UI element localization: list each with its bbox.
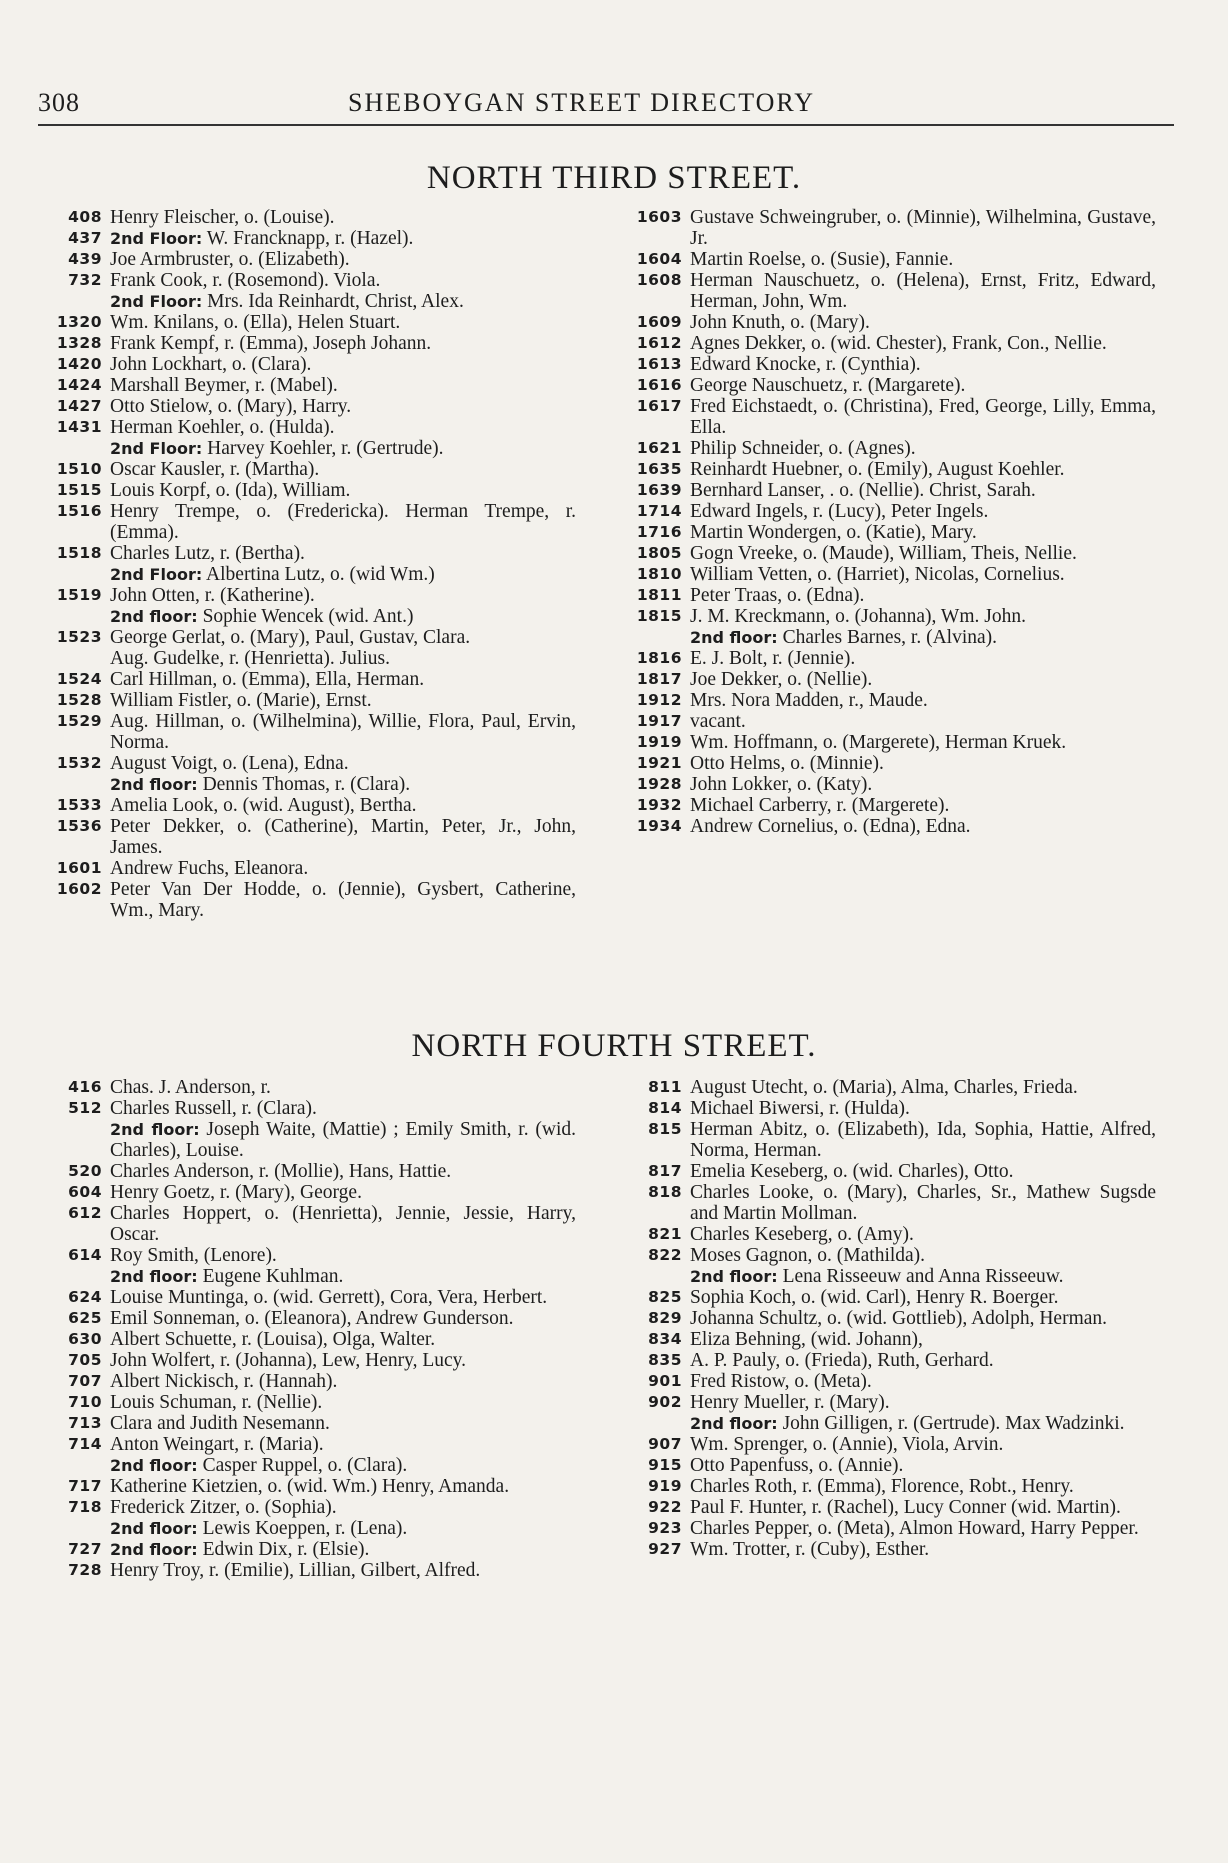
house-number: 630 — [68, 1330, 102, 1348]
house-number: 1613 — [636, 355, 682, 373]
page-header — [38, 88, 1174, 126]
house-number: 1932 — [636, 796, 682, 814]
resident-text: Martin Roelse, o. (Susie), Fannie. — [690, 249, 954, 270]
house-number: 1816 — [636, 649, 682, 667]
directory-entry — [42, 1287, 576, 1308]
resident-text: Otto Stielow, o. (Mary), Harry. — [110, 396, 352, 417]
directory-entry — [42, 1413, 576, 1434]
resident-text: Andrew Fuchs, Eleanora. — [110, 858, 309, 879]
directory-entry — [622, 1098, 1156, 1119]
directory-entry — [622, 1266, 1156, 1287]
directory-entry — [42, 1308, 576, 1329]
page-number: 308 — [38, 88, 80, 117]
directory-entry — [42, 1371, 576, 1392]
directory-entry — [622, 1434, 1156, 1455]
resident-text: Peter Dekker, o. (Catherine), Martin, Peter, Jr., John, James. — [110, 816, 576, 858]
directory-entry — [42, 1077, 576, 1098]
resident-text: Henry Fleischer, o. (Louise). — [110, 207, 335, 228]
resident-text: 2nd floor: Casper Ruppel, o. (Clara). — [110, 1455, 408, 1476]
resident-text: August Voigt, o. (Lena), Edna. — [110, 753, 349, 774]
resident-text: Andrew Cornelius, o. (Edna), Edna. — [690, 816, 971, 837]
house-number: 915 — [648, 1456, 682, 1474]
resident-text: 2nd floor: Sophie Wencek (wid. Ant.) — [110, 606, 414, 627]
directory-entry — [42, 1119, 576, 1161]
directory-entry — [42, 1455, 576, 1476]
house-number: 1617 — [636, 397, 682, 415]
resident-text: Philip Schneider, o. (Agnes). — [690, 438, 916, 459]
resident-text: Reinhardt Huebner, o. (Emily), August Koehler. — [690, 459, 1065, 480]
resident-text: Carl Hillman, o. (Emma), Ella, Herman. — [110, 669, 425, 690]
directory-entry — [622, 1308, 1156, 1329]
resident-text: Herman Koehler, o. (Hulda). — [110, 417, 335, 438]
house-number: 705 — [68, 1351, 102, 1369]
resident-text: Gustave Schweingruber, o. (Minnie), Wilhelmina, Gustave, Jr. — [690, 207, 1156, 249]
resident-text: Wm. Sprenger, o. (Annie), Viola, Arvin. — [690, 1434, 1004, 1455]
house-number: 1921 — [636, 754, 682, 772]
house-number: 1612 — [636, 334, 682, 352]
directory-entry — [622, 585, 1156, 606]
resident-text: Aug. Hillman, o. (Wilhelmina), Willie, Flora, Paul, Ervin, Norma. — [110, 711, 576, 753]
directory-entry — [42, 438, 576, 459]
house-number: 439 — [68, 250, 102, 268]
resident-text: Amelia Look, o. (wid. August), Bertha. — [110, 795, 417, 816]
resident-text: Henry Troy, r. (Emilie), Lillian, Gilbert, Alfred. — [110, 1560, 481, 1581]
directory-entry — [42, 543, 576, 564]
directory-entry — [622, 711, 1156, 732]
house-number: 1805 — [636, 544, 682, 562]
directory-entry — [42, 1497, 576, 1518]
directory-entry — [622, 1392, 1156, 1413]
house-number: 1529 — [56, 712, 102, 730]
house-number: 1524 — [56, 670, 102, 688]
directory-entry — [622, 648, 1156, 669]
directory-entry — [622, 1455, 1156, 1476]
resident-text: 2nd floor: John Gilligen, r. (Gertrude). Max Wadzinki. — [690, 1413, 1125, 1434]
house-number: 1608 — [636, 271, 682, 289]
house-number: 604 — [68, 1183, 102, 1201]
house-number: 835 — [648, 1351, 682, 1369]
house-number: 1815 — [636, 607, 682, 625]
house-number: 1609 — [636, 313, 682, 331]
house-number: 612 — [68, 1204, 102, 1222]
resident-text: Henry Mueller, r. (Mary). — [690, 1392, 890, 1413]
directory-entry — [42, 1560, 576, 1581]
directory-entry — [42, 1203, 576, 1245]
resident-text: Albert Nickisch, r. (Hannah). — [110, 1371, 338, 1392]
resident-text: J. M. Kreckmann, o. (Johanna), Wm. John. — [690, 606, 1026, 627]
resident-text: Joe Armbruster, o. (Elizabeth). — [110, 249, 350, 270]
house-number: 922 — [648, 1498, 682, 1516]
resident-text: Charles Roth, r. (Emma), Florence, Robt., Henry. — [690, 1476, 1074, 1497]
resident-text: 2nd Floor: W. Francknapp, r. (Hazel). — [110, 228, 414, 249]
directory-entry — [42, 396, 576, 417]
house-number: 815 — [648, 1120, 682, 1138]
section-title-north-fourth-street: NORTH FOURTH STREET. — [411, 1028, 817, 1064]
house-number: 822 — [648, 1246, 682, 1264]
directory-entry — [622, 1497, 1156, 1518]
house-number: 825 — [648, 1288, 682, 1306]
resident-text: William Fistler, o. (Marie), Ernst. — [110, 690, 372, 711]
resident-text: Louis Schuman, r. (Nellie). — [110, 1392, 323, 1413]
house-number: 1602 — [56, 880, 102, 898]
house-number: 1635 — [636, 460, 682, 478]
house-number: 512 — [68, 1099, 102, 1117]
resident-text: Wm. Trotter, r. (Cuby), Esther. — [690, 1539, 930, 1560]
resident-text: E. J. Bolt, r. (Jennie). — [690, 648, 856, 669]
directory-entry — [42, 858, 576, 879]
house-number: 1431 — [56, 418, 102, 436]
house-number: 718 — [68, 1498, 102, 1516]
directory-entry — [622, 1518, 1156, 1539]
section-title-north-third-street: NORTH THIRD STREET. — [426, 160, 802, 196]
directory-entry — [42, 480, 576, 501]
house-number: 1616 — [636, 376, 682, 394]
directory-entry — [622, 396, 1156, 438]
directory-entry — [42, 1476, 576, 1497]
directory-entry — [622, 375, 1156, 396]
resident-text: Gogn Vreeke, o. (Maude), William, Theis, Nellie. — [690, 543, 1077, 564]
resident-text: Johanna Schultz, o. (wid. Gottlieb), Adolph, Herman. — [690, 1308, 1108, 1329]
directory-entry — [622, 249, 1156, 270]
resident-text: Chas. J. Anderson, r. — [110, 1077, 271, 1098]
house-number: 1912 — [636, 691, 682, 709]
resident-text: John Knuth, o. (Mary). — [690, 312, 870, 333]
directory-entry — [42, 606, 576, 627]
resident-text: Fred Eichstaedt, o. (Christina), Fred, George, Lilly, Emma, Ella. — [690, 396, 1156, 438]
north-third-right-column — [622, 207, 1156, 837]
directory-entry — [622, 333, 1156, 354]
directory-entry — [622, 1539, 1156, 1560]
resident-text: Charles Lutz, r. (Bertha). — [110, 543, 305, 564]
house-number: 1536 — [56, 817, 102, 835]
house-number: 713 — [68, 1414, 102, 1432]
directory-entry — [622, 480, 1156, 501]
house-number: 1810 — [636, 565, 682, 583]
house-number: 927 — [648, 1540, 682, 1558]
resident-text: 2nd Floor: Mrs. Ida Reinhardt, Christ, Alex. — [110, 291, 464, 312]
directory-entry — [42, 312, 576, 333]
resident-text: Edward Knocke, r. (Cynthia). — [690, 354, 921, 375]
directory-entry — [42, 1434, 576, 1455]
house-number: 901 — [648, 1372, 682, 1390]
directory-entry — [622, 606, 1156, 627]
directory-entry — [622, 1119, 1156, 1161]
directory-entry — [42, 459, 576, 480]
resident-text: Moses Gagnon, o. (Mathilda). — [690, 1245, 926, 1266]
resident-text: John Lokker, o. (Katy). — [690, 774, 873, 795]
directory-entry — [622, 1350, 1156, 1371]
house-number: 1518 — [56, 544, 102, 562]
house-number: 408 — [68, 208, 102, 226]
resident-text: 2nd floor: Lena Risseeuw and Anna Risseeuw. — [690, 1266, 1064, 1287]
house-number: 902 — [648, 1393, 682, 1411]
resident-text: Charles Looke, o. (Mary), Charles, Sr., Mathew Sugsde and Martin Mollman. — [690, 1182, 1156, 1224]
directory-entry — [622, 795, 1156, 816]
directory-entry — [42, 1329, 576, 1350]
directory-entry — [42, 795, 576, 816]
resident-text: vacant. — [690, 711, 746, 732]
resident-text: Peter Van Der Hodde, o. (Jennie), Gysbert, Catherine, Wm., Mary. — [110, 879, 576, 921]
house-number: 818 — [648, 1183, 682, 1201]
house-number: 714 — [68, 1435, 102, 1453]
house-number: 1621 — [636, 439, 682, 457]
house-number: 416 — [68, 1078, 102, 1096]
resident-text: John Otten, r. (Katherine). — [110, 585, 315, 606]
directory-entry — [42, 375, 576, 396]
resident-text: Clara and Judith Nesemann. — [110, 1413, 330, 1434]
house-number: 1519 — [56, 586, 102, 604]
resident-text: Marshall Beymer, r. (Mabel). — [110, 375, 338, 396]
house-number: 817 — [648, 1162, 682, 1180]
resident-text: 2nd floor: Eugene Kuhlman. — [110, 1266, 344, 1287]
directory-entry — [42, 1098, 576, 1119]
house-number: 1811 — [636, 586, 682, 604]
directory-entry — [42, 753, 576, 774]
house-number: 625 — [68, 1309, 102, 1327]
directory-entry — [622, 1413, 1156, 1434]
house-number: 1427 — [56, 397, 102, 415]
directory-entry — [42, 669, 576, 690]
directory-entry — [42, 690, 576, 711]
house-number: 707 — [68, 1372, 102, 1390]
resident-text: Oscar Kausler, r. (Martha). — [110, 459, 320, 480]
resident-text: Charles Keseberg, o. (Amy). — [690, 1224, 914, 1245]
house-number: 624 — [68, 1288, 102, 1306]
house-number: 1919 — [636, 733, 682, 751]
house-number: 1424 — [56, 376, 102, 394]
house-number: 1420 — [56, 355, 102, 373]
resident-text: John Lockhart, o. (Clara). — [110, 354, 312, 375]
directory-entry — [622, 1161, 1156, 1182]
directory-entry — [622, 753, 1156, 774]
resident-text: Frank Cook, r. (Rosemond). Viola. — [110, 270, 381, 291]
directory-entry — [622, 1287, 1156, 1308]
directory-entry — [622, 207, 1156, 249]
directory-entry — [42, 1350, 576, 1371]
directory-entry — [42, 270, 576, 291]
house-number: 923 — [648, 1519, 682, 1537]
running-title: SHEBOYGAN STREET DIRECTORY — [348, 88, 816, 117]
directory-entry — [622, 1245, 1156, 1266]
resident-text: Joe Dekker, o. (Nellie). — [690, 669, 873, 690]
resident-text: John Wolfert, r. (Johanna), Lew, Henry, Lucy. — [110, 1350, 467, 1371]
resident-text: Roy Smith, (Lenore). — [110, 1245, 277, 1266]
resident-text: 2nd floor: Dennis Thomas, r. (Clara). — [110, 774, 411, 795]
house-number: 1603 — [636, 208, 682, 226]
directory-entry — [42, 711, 576, 753]
directory-entry — [42, 417, 576, 438]
directory-entry — [42, 207, 576, 228]
house-number: 1917 — [636, 712, 682, 730]
directory-entry — [622, 1476, 1156, 1497]
resident-text: Anton Weingart, r. (Maria). — [110, 1434, 324, 1455]
resident-text: George Gerlat, o. (Mary), Paul, Gustav, Clara. — [110, 627, 471, 648]
directory-entry — [42, 585, 576, 606]
resident-text: Michael Biwersi, r. (Hulda). — [690, 1098, 910, 1119]
directory-entry — [622, 270, 1156, 312]
house-number: 919 — [648, 1477, 682, 1495]
directory-entry — [42, 627, 576, 648]
house-number: 1516 — [56, 502, 102, 520]
resident-text: Charles Anderson, r. (Mollie), Hans, Hattie. — [110, 1161, 452, 1182]
house-number: 520 — [68, 1162, 102, 1180]
resident-text: Emelia Keseberg, o. (wid. Charles), Otto. — [690, 1161, 1014, 1182]
resident-text: August Utecht, o. (Maria), Alma, Charles, Frieda. — [690, 1077, 1078, 1098]
resident-text: A. P. Pauly, o. (Frieda), Ruth, Gerhard. — [690, 1350, 994, 1371]
resident-text: 2nd floor: Lewis Koeppen, r. (Lena). — [110, 1518, 408, 1539]
directory-entry — [622, 1329, 1156, 1350]
house-number: 811 — [648, 1078, 682, 1096]
resident-text: Albert Schuette, r. (Louisa), Olga, Walter. — [110, 1329, 436, 1350]
resident-text: Otto Helms, o. (Minnie). — [690, 753, 884, 774]
directory-entry — [42, 816, 576, 858]
house-number: 1639 — [636, 481, 682, 499]
directory-entry — [42, 354, 576, 375]
directory-entry — [42, 1392, 576, 1413]
resident-text: Henry Goetz, r. (Mary), George. — [110, 1182, 362, 1203]
resident-text: Emil Sonneman, o. (Eleanora), Andrew Gunderson. — [110, 1308, 514, 1329]
resident-text: Frank Kempf, r. (Emma), Joseph Johann. — [110, 333, 432, 354]
house-number: 1528 — [56, 691, 102, 709]
resident-text: 2nd floor: Joseph Waite, (Mattie) ; Emily Smith, r. (wid. Charles), Louise. — [110, 1119, 576, 1161]
resident-text: Katherine Kietzien, o. (wid. Wm.) Henry, Amanda. — [110, 1476, 510, 1497]
resident-text: Frederick Zitzer, o. (Sophia). — [110, 1497, 337, 1518]
house-number: 1604 — [636, 250, 682, 268]
house-number: 1515 — [56, 481, 102, 499]
resident-text: 2nd floor: Edwin Dix, r. (Elsie). — [110, 1539, 370, 1560]
directory-entry — [622, 816, 1156, 837]
directory-entry — [42, 1245, 576, 1266]
house-number: 1532 — [56, 754, 102, 772]
house-number: 1523 — [56, 628, 102, 646]
resident-text: 2nd Floor: Harvey Koehler, r. (Gertrude). — [110, 438, 444, 459]
resident-text: Herman Abitz, o. (Elizabeth), Ida, Sophia, Hattie, Alfred, Norma, Herman. — [690, 1119, 1156, 1161]
resident-text: Charles Pepper, o. (Meta), Almon Howard, Harry Pepper. — [690, 1518, 1139, 1539]
house-number: 1533 — [56, 796, 102, 814]
resident-text: Louis Korpf, o. (Ida), William. — [110, 480, 351, 501]
house-number: 1328 — [56, 334, 102, 352]
resident-text: Otto Papenfuss, o. (Annie). — [690, 1455, 904, 1476]
resident-text: Michael Carberry, r. (Margerete). — [690, 795, 950, 816]
directory-entry — [622, 522, 1156, 543]
directory-entry — [42, 501, 576, 543]
directory-entry — [622, 1077, 1156, 1098]
house-number: 710 — [68, 1393, 102, 1411]
house-number: 1817 — [636, 670, 682, 688]
resident-text: Herman Nauschuetz, o. (Helena), Ernst, Fritz, Edward, Herman, John, Wm. — [690, 270, 1156, 312]
directory-entry — [42, 1161, 576, 1182]
directory-entry — [42, 1266, 576, 1287]
house-number: 1601 — [56, 859, 102, 877]
directory-entry — [42, 333, 576, 354]
resident-text: Edward Ingels, r. (Lucy), Peter Ingels. — [690, 501, 989, 522]
house-number: 821 — [648, 1225, 682, 1243]
house-number: 727 — [68, 1540, 102, 1558]
resident-text: William Vetten, o. (Harriet), Nicolas, Cornelius. — [690, 564, 1065, 585]
north-fourth-left-column — [42, 1077, 576, 1581]
directory-entry — [622, 543, 1156, 564]
resident-text: Fred Ristow, o. (Meta). — [690, 1371, 872, 1392]
directory-entry — [622, 1371, 1156, 1392]
directory-entry — [622, 312, 1156, 333]
directory-entry — [42, 1182, 576, 1203]
resident-text: Sophia Koch, o. (wid. Carl), Henry R. Boerger. — [690, 1287, 1059, 1308]
resident-text: Wm. Knilans, o. (Ella), Helen Stuart. — [110, 312, 401, 333]
resident-text: Martin Wondergen, o. (Katie), Mary. — [690, 522, 977, 543]
resident-text: Charles Hoppert, o. (Henrietta), Jennie, Jessie, Harry, Oscar. — [110, 1203, 576, 1245]
house-number: 728 — [68, 1561, 102, 1579]
resident-text: Henry Trempe, o. (Fredericka). Herman Trempe, r. (Emma). — [110, 501, 576, 543]
north-third-left-column — [42, 207, 576, 921]
resident-text: George Nauschuetz, r. (Margarete). — [690, 375, 966, 396]
directory-entry — [622, 1182, 1156, 1224]
house-number: 1928 — [636, 775, 682, 793]
directory-entry — [622, 774, 1156, 795]
house-number: 1716 — [636, 523, 682, 541]
directory-entry — [622, 564, 1156, 585]
resident-text: Agnes Dekker, o. (wid. Chester), Frank, Con., Nellie. — [690, 333, 1107, 354]
house-number: 437 — [68, 229, 102, 247]
directory-entry — [622, 501, 1156, 522]
house-number: 1510 — [56, 460, 102, 478]
house-number: 1934 — [636, 817, 682, 835]
directory-entry — [42, 1518, 576, 1539]
house-number: 907 — [648, 1435, 682, 1453]
directory-entry — [42, 249, 576, 270]
house-number: 614 — [68, 1246, 102, 1264]
house-number: 1320 — [56, 313, 102, 331]
resident-text: Paul F. Hunter, r. (Rachel), Lucy Conner (wid. Martin). — [690, 1497, 1121, 1518]
resident-text: Wm. Hoffmann, o. (Margerete), Herman Kruek. — [690, 732, 1067, 753]
directory-entry — [622, 354, 1156, 375]
resident-text: Mrs. Nora Madden, r., Maude. — [690, 690, 928, 711]
resident-text: 2nd floor: Charles Barnes, r. (Alvina). — [690, 627, 998, 648]
directory-entry — [622, 627, 1156, 648]
directory-entry — [622, 459, 1156, 480]
house-number: 834 — [648, 1330, 682, 1348]
north-fourth-right-column — [622, 1077, 1156, 1560]
resident-text: 2nd Floor: Albertina Lutz, o. (wid Wm.) — [110, 564, 435, 585]
directory-entry — [622, 690, 1156, 711]
house-number: 717 — [68, 1477, 102, 1495]
directory-entry — [42, 564, 576, 585]
resident-text: Bernhard Lanser, . o. (Nellie). Christ, Sarah. — [690, 480, 1036, 501]
resident-text: Louise Muntinga, o. (wid. Gerrett), Cora, Vera, Herbert. — [110, 1287, 548, 1308]
directory-entry — [42, 291, 576, 312]
house-number: 814 — [648, 1099, 682, 1117]
house-number: 732 — [68, 271, 102, 289]
directory-entry — [42, 1539, 576, 1560]
directory-entry — [42, 648, 576, 669]
directory-entry — [42, 774, 576, 795]
resident-text: Aug. Gudelke, r. (Henrietta). Julius. — [110, 648, 390, 669]
directory-entry — [622, 732, 1156, 753]
directory-entry — [622, 438, 1156, 459]
directory-entry — [42, 228, 576, 249]
resident-text: Peter Traas, o. (Edna). — [690, 585, 865, 606]
resident-text: Charles Russell, r. (Clara). — [110, 1098, 317, 1119]
directory-entry — [622, 1224, 1156, 1245]
house-number: 1714 — [636, 502, 682, 520]
resident-text: Eliza Behning, (wid. Johann), — [690, 1329, 923, 1350]
directory-entry — [622, 669, 1156, 690]
house-number: 829 — [648, 1309, 682, 1327]
directory-entry — [42, 879, 576, 921]
